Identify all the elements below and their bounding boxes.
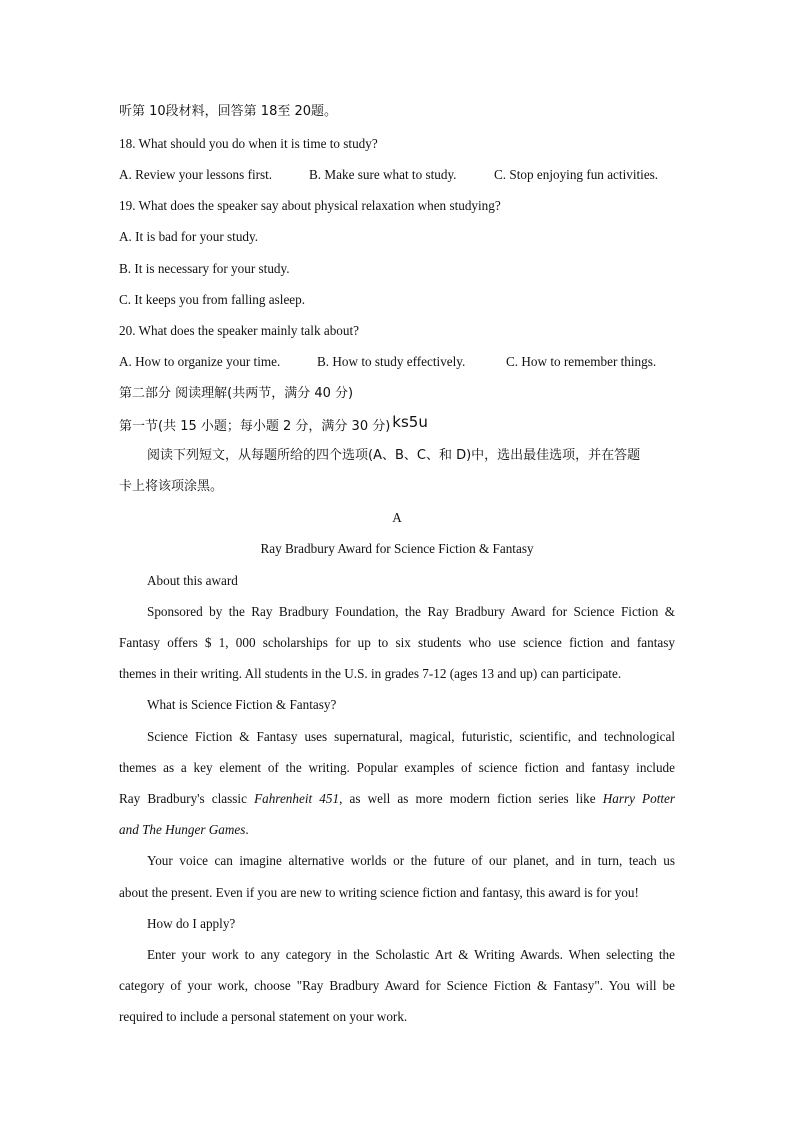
option-c: C. How to remember things. [506, 354, 657, 369]
instruction-line-1: 阅读下列短文，从每题所给的四个选项(A、B、C、和 D)中，选出最佳选项，并在答题 [147, 448, 641, 463]
question-19-option-a: A. It is bad for your study. [119, 229, 259, 244]
p1-line-3: themes in their writing. All students in the U.S. in grades 7-12 (ages 13 and up) can participate. [119, 666, 622, 681]
watermark-text: ks5u [392, 413, 428, 431]
p2-line-1: Science Fiction & Fantasy uses supernatural, magical, futuristic, scientific, and technological [147, 729, 675, 744]
question-18-options [119, 166, 675, 184]
section-intro: 听第 10段材料，回答第 18至 20题。 [119, 104, 338, 119]
p3-line-1: Your voice can imagine alternative worlds or the future of our planet, and in turn, teach us [147, 853, 675, 868]
passage-title: Ray Bradbury Award for Science Fiction & Fantasy [260, 541, 534, 556]
p4-line-1: Enter your work to any category in the Scholastic Art & Writing Awards. When selecting the [147, 947, 675, 962]
section1-title-text: 第一节(共 15 小题；每小题 2 分，满分 30 分) [119, 419, 391, 434]
option-b: B. How to study effectively. [317, 354, 466, 369]
p1-line-1: Sponsored by the Ray Bradbury Foundation, the Ray Bradbury Award for Science Fiction & [147, 604, 675, 619]
question-19: 19. What does the speaker say about physical relaxation when studying? [119, 198, 501, 213]
p4-line-2: category of your work, choose "Ray Bradbury Award for Science Fiction & Fantasy". You will be [119, 978, 675, 993]
heading-apply: How do I apply? [147, 916, 236, 931]
question-20-options [119, 353, 675, 371]
option-a: A. How to organize your time. [119, 354, 281, 369]
p2-line-2: themes as a key element of the writing. Popular examples of science fiction and fantasy include [119, 760, 675, 775]
question-19-option-b: B. It is necessary for your study. [119, 261, 290, 276]
question-20: 20. What does the speaker mainly talk about? [119, 323, 359, 338]
question-18: 18. What should you do when it is time to study? [119, 136, 378, 151]
passage-letter: A [392, 510, 402, 525]
p2-line-3 [119, 790, 675, 808]
p2-line-4-period: . [245, 822, 249, 837]
heading-what: What is Science Fiction & Fantasy? [147, 697, 337, 712]
instruction-line-2: 卡上将该项涂黑。 [119, 479, 224, 494]
option-b: B. Make sure what to study. [309, 167, 457, 182]
book-title-harry-potter: Harry Potter [602, 791, 676, 806]
p2-line-3-text-c: , as well as more modern fiction series like [339, 791, 603, 806]
p2-line-3-text-a: Ray Bradbury's classic [119, 791, 255, 806]
book-title-hunger-games: and The Hunger Games [119, 822, 246, 837]
heading-about: About this award [147, 573, 238, 588]
book-title-fahrenheit: Fahrenheit 451 [254, 791, 340, 806]
section1-title [119, 413, 675, 436]
option-c: C. Stop enjoying fun activities. [494, 167, 659, 182]
p1-line-2: Fantasy offers $ 1, 000 scholarships for up to six students who use science fiction and fantasy [119, 635, 675, 650]
question-19-option-c: C. It keeps you from falling asleep. [119, 292, 306, 307]
p2-line-4 [119, 821, 675, 839]
p3-line-2: about the present. Even if you are new to writing science fiction and fantasy, this award is for you! [119, 885, 639, 900]
option-a: A. Review your lessons first. [119, 167, 273, 182]
p4-line-3: required to include a personal statement on your work. [119, 1009, 408, 1024]
part2-title: 第二部分 阅读理解(共两节，满分 40 分) [119, 386, 354, 401]
